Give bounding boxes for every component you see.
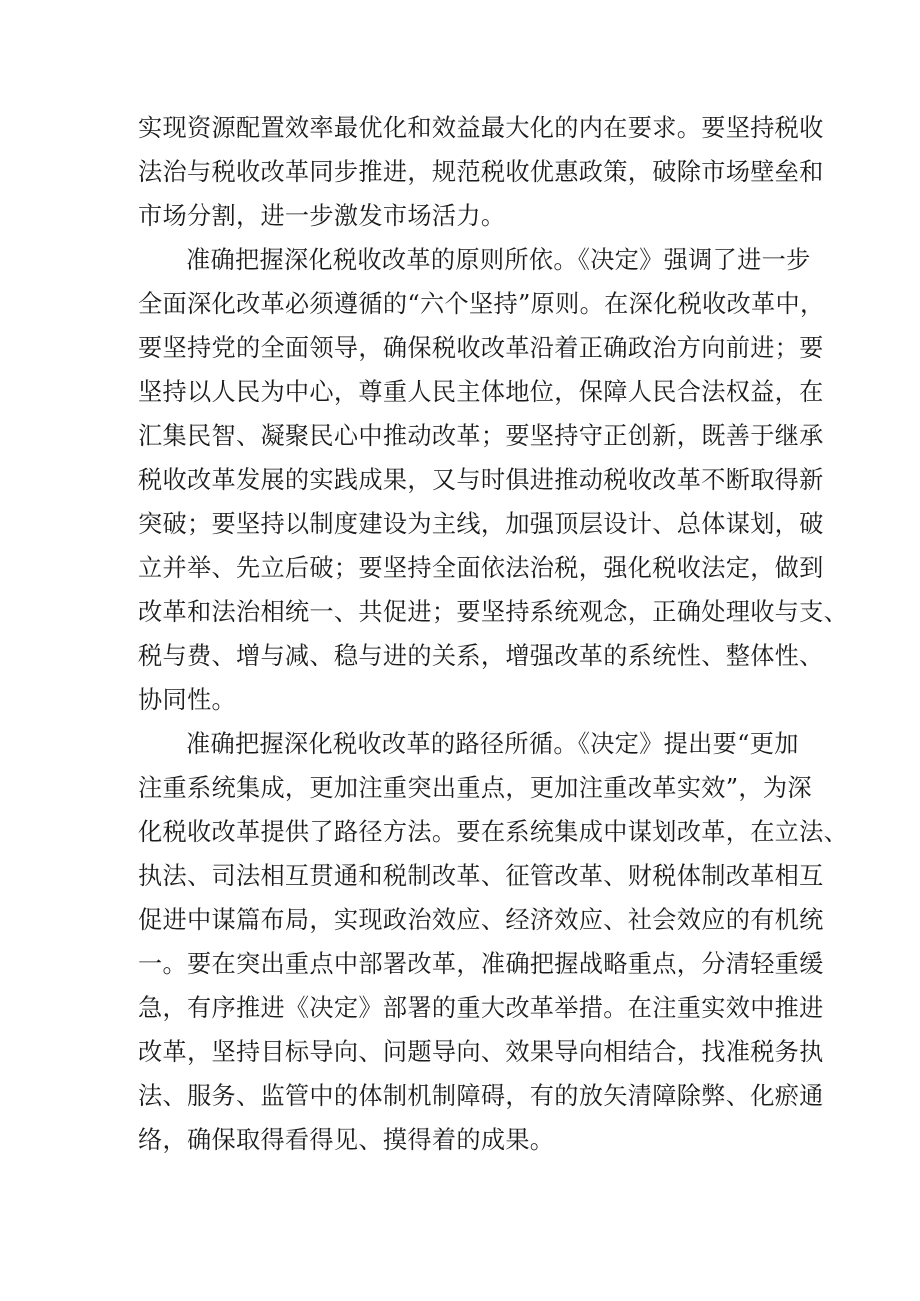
text-line: 税与费、增与减、稳与进的关系，增强改革的系统性、整体性、 [138, 642, 824, 670]
text-line: 汇集民智、凝聚民心中推动改革；要坚持守正创新，既善于继承 [138, 422, 824, 450]
text-line: 要坚持党的全面领导，确保税收改革沿着正确政治方向前进；要 [138, 334, 824, 362]
text-line: 突破；要坚持以制度建设为主线，加强顶层设计、总体谋划，破 [138, 510, 824, 538]
text-line: 促进中谋篇布局，实现政治效应、经济效应、社会效应的有机统 [138, 906, 824, 934]
text-line: 协同性。 [138, 686, 236, 714]
text-line: 执法、司法相互贯通和税制改革、征管改革、财税体制改革相互 [138, 862, 824, 890]
text-line: 市场分割，进一步激发市场活力。 [138, 202, 506, 230]
text-line: 化税收改革提供了路径方法。要在系统集成中谋划改革，在立法、 [138, 818, 849, 846]
text-line: 税收改革发展的实践成果，又与时俱进推动税收改革不断取得新 [138, 466, 824, 494]
text-line: 坚持以人民为中心，尊重人民主体地位，保障人民合法权益，在 [138, 378, 824, 406]
text-line: 络，确保取得看得见、摸得着的成果。 [138, 1126, 555, 1154]
text-line: 全面深化改革必须遵循的“六个坚持”原则。在深化税收改革中， [138, 290, 825, 318]
text-line: 注重系统集成，更加注重突出重点，更加注重改革实效”，为深 [138, 774, 812, 802]
text-line: 一。要在突出重点中部署改革，准确把握战略重点，分清轻重缓 [138, 950, 824, 978]
text-line: 改革和法治相统一、共促进；要坚持系统观念，正确处理收与支、 [138, 598, 849, 626]
text-line: 准确把握深化税收改革的路径所循。《决定》提出要“更加 [186, 730, 799, 758]
text-line: 法治与税收改革同步推进，规范税收优惠政策，破除市场壁垒和 [138, 158, 824, 186]
text-line: 实现资源配置效率最优化和效益最大化的内在要求。要坚持税收 [138, 114, 824, 142]
text-line: 准确把握深化税收改革的原则所依。《决定》强调了进一步 [186, 246, 811, 274]
text-line: 改革，坚持目标导向、问题导向、效果导向相结合，找准税务执 [138, 1038, 824, 1066]
text-line: 急，有序推进《决定》部署的重大改革举措。在注重实效中推进 [138, 994, 824, 1022]
text-line: 立并举、先立后破；要坚持全面依法治税，强化税收法定，做到 [138, 554, 824, 582]
text-line: 法、服务、监管中的体制机制障碍，有的放矢清障除弊、化瘀通 [138, 1082, 824, 1110]
